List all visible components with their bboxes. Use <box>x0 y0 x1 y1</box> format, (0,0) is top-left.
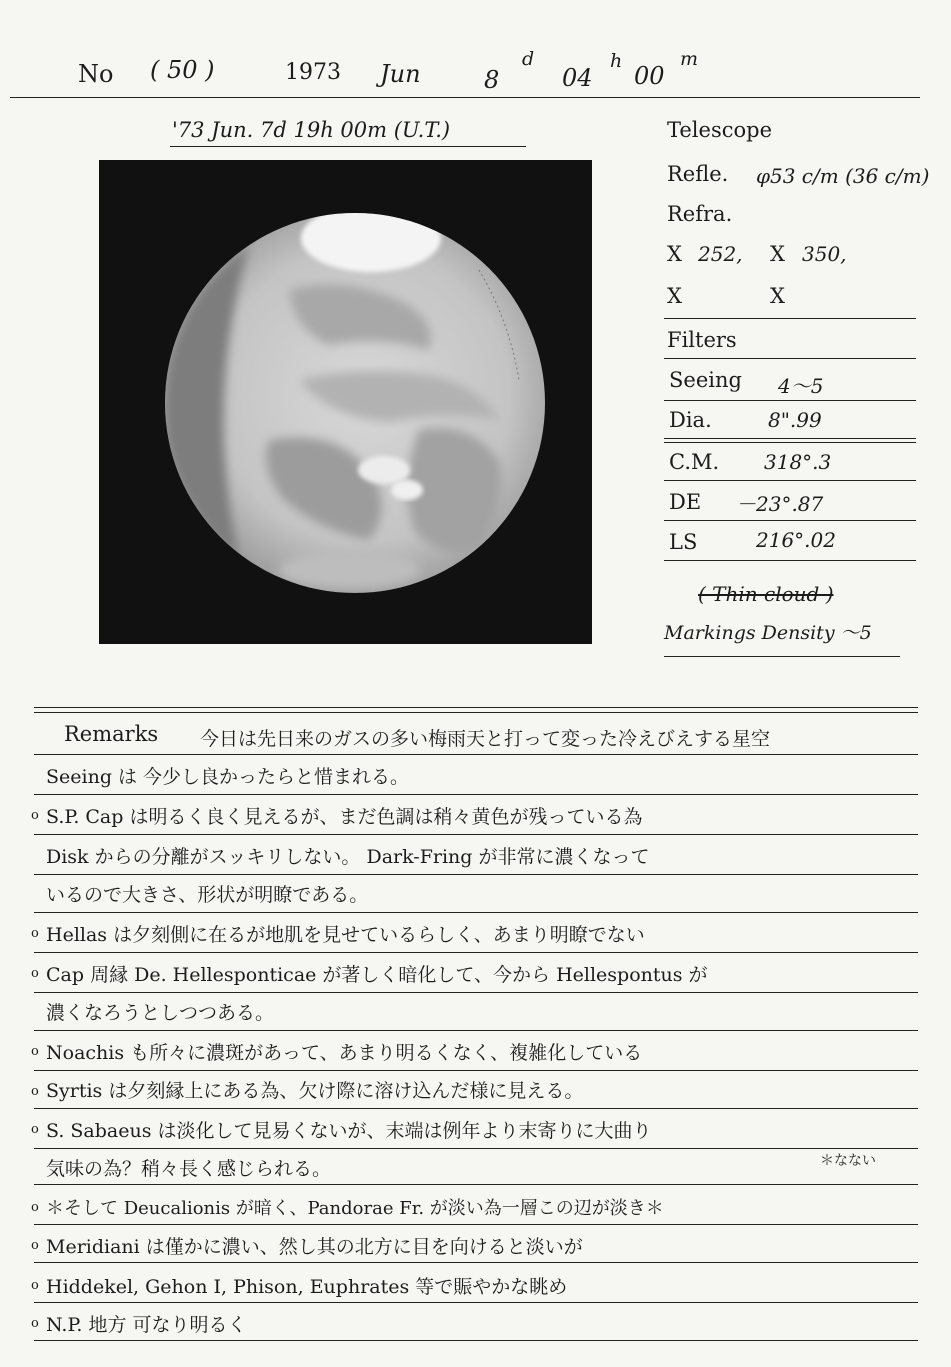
declination-label: DE <box>669 490 702 514</box>
magnification-2-value: 350, <box>802 242 847 266</box>
mars-disk-sketch <box>99 160 592 644</box>
seeing-label: Seeing <box>669 368 742 392</box>
seeing-value: 4～5 <box>778 374 824 398</box>
south-polar-cap <box>301 204 441 272</box>
remark-line-14: Meridiani は僅かに濃い、然し其の北方に目を向けると淡いが <box>46 1236 583 1258</box>
bright-spot-1 <box>358 456 410 484</box>
remark-line-15: Hiddekel, Gehon I, Phison, Euphrates 等で賑やかな眺め <box>46 1276 568 1298</box>
telescope-rule <box>664 318 916 319</box>
remark-line-11: S. Sabaeus は淡化して見易くないが、末端は例年より末寄りに大曲り <box>46 1120 652 1142</box>
observation-day: 8 <box>484 66 500 94</box>
ls-rule <box>664 560 916 561</box>
cloud-note: ( Thin cloud ) <box>698 582 834 606</box>
hour-unit: h <box>610 50 623 72</box>
markings-density-note: Markings Density ～5 <box>664 622 872 644</box>
bullet-marker: o <box>31 966 39 981</box>
diameter-label: Dia. <box>669 408 712 432</box>
remark-rule-7 <box>34 992 918 993</box>
remark-rule-3 <box>34 834 918 835</box>
magnification-3-label: X <box>667 284 682 308</box>
remark-footnote-mark: ＊なない <box>820 1153 876 1169</box>
planet-drawing <box>99 160 592 644</box>
declination-value: －23°.87 <box>736 492 824 516</box>
remark-line-9: Noachis も所々に濃斑があって、あまり明るくなく、複雑化している <box>46 1042 643 1064</box>
seeing-rule <box>664 400 916 401</box>
diameter-rule-double <box>664 442 916 443</box>
solar-longitude-value: 216°.02 <box>756 528 836 552</box>
remarks-top-rule-2 <box>34 712 918 713</box>
remark-rule-16 <box>34 1340 918 1341</box>
remark-rule-5 <box>34 912 918 913</box>
bullet-marker: o <box>31 1044 39 1059</box>
bullet-marker: o <box>31 1084 39 1099</box>
central-meridian-label: C.M. <box>669 450 720 474</box>
remark-line-1: 今日は先日来のガスの多い梅雨天と打って変った冷えびえする星空 <box>200 728 771 750</box>
remark-line-12: 気味の為？稍々長く感じられる。 <box>46 1158 332 1180</box>
magnification-2-label: X <box>770 242 785 266</box>
remark-rule-4 <box>34 874 918 875</box>
remarks-title: Remarks <box>64 722 159 746</box>
reflector-value: φ53 c/m (36 c/m) <box>756 164 930 188</box>
remark-line-4: Disk からの分離がスッキリしない。 Dark-Fring が非常に濃くなって <box>46 846 650 868</box>
remark-rule-15 <box>34 1302 918 1303</box>
magnification-1-label: X <box>667 242 682 266</box>
bright-spot-2 <box>391 480 423 500</box>
magnification-1-value: 252, <box>698 242 743 266</box>
north-region <box>279 552 419 588</box>
markings-rule <box>664 656 900 657</box>
bullet-marker: o <box>31 926 39 941</box>
solar-longitude-label: LS <box>669 530 698 554</box>
observation-hour: 04 <box>562 64 593 92</box>
remark-rule-14 <box>34 1262 918 1263</box>
telescope-title: Telescope <box>667 118 772 142</box>
remark-rule-11 <box>34 1148 918 1149</box>
remark-rule-13 <box>34 1224 918 1225</box>
remarks-top-rule <box>34 707 918 708</box>
bullet-marker: o <box>31 1278 39 1293</box>
remark-line-5: いるので大きさ、形状が明瞭である。 <box>46 884 369 906</box>
diameter-value: 8".99 <box>768 408 822 432</box>
remark-line-8: 濃くなろうとしつつある。 <box>46 1002 275 1024</box>
remark-rule-2 <box>34 794 918 795</box>
remark-line-6: Hellas は夕刻側に在るが地肌を見せているらしく、あまり明瞭でない <box>46 924 645 946</box>
reflector-label: Refle. <box>667 162 729 186</box>
remark-line-16: N.P. 地方 可なり明るく <box>46 1314 247 1336</box>
remark-line-3: S.P. Cap は明るく良く見えるが、まだ色調は稍々黄色が残っている為 <box>46 806 643 828</box>
remark-line-10: Syrtis は夕刻縁上にある為、欠け際に溶け込んだ様に見える。 <box>46 1080 584 1102</box>
minute-unit: m <box>680 48 699 70</box>
bullet-marker: o <box>31 1238 39 1253</box>
cm-rule <box>664 480 916 481</box>
refractor-label: Refra. <box>667 202 733 226</box>
central-meridian-value: 318°.3 <box>764 450 832 474</box>
number-label: No <box>78 60 114 88</box>
remark-rule-1 <box>34 754 918 755</box>
observation-year: 1973 <box>285 60 341 85</box>
bullet-marker: o <box>31 1200 39 1215</box>
de-rule <box>664 520 916 521</box>
day-unit: d <box>522 48 535 70</box>
observation-month: Jun <box>380 60 421 88</box>
remark-line-2: Seeing は 今少し良かったらと惜まれる。 <box>46 766 410 788</box>
remark-rule-6 <box>34 952 918 953</box>
diameter-rule <box>664 438 916 439</box>
remark-rule-8 <box>34 1030 918 1031</box>
filters-label: Filters <box>667 328 737 352</box>
remark-rule-12 <box>34 1184 918 1185</box>
observation-number: ( 50 ) <box>150 56 215 84</box>
remark-rule-9 <box>34 1070 918 1071</box>
remark-line-7: Cap 周縁 De. Hellesponticae が著しく暗化して、今から Hellespontus が <box>46 964 708 986</box>
bullet-marker: o <box>31 1122 39 1137</box>
remark-line-13: ＊そして Deucalionis が暗く、Pandorae Fr. が淡い為一層この辺が淡き＊ <box>46 1198 664 1219</box>
remark-rule-10 <box>34 1108 918 1109</box>
filters-rule <box>664 358 916 359</box>
bullet-marker: o <box>31 808 39 823</box>
ut-underline <box>170 146 526 147</box>
ut-datetime: '73 Jun. 7d 19h 00m (U.T.) <box>172 118 451 142</box>
observation-minute: 00 <box>634 62 665 90</box>
bullet-marker: o <box>31 1316 39 1331</box>
magnification-4-label: X <box>770 284 785 308</box>
header-rule <box>10 97 920 98</box>
